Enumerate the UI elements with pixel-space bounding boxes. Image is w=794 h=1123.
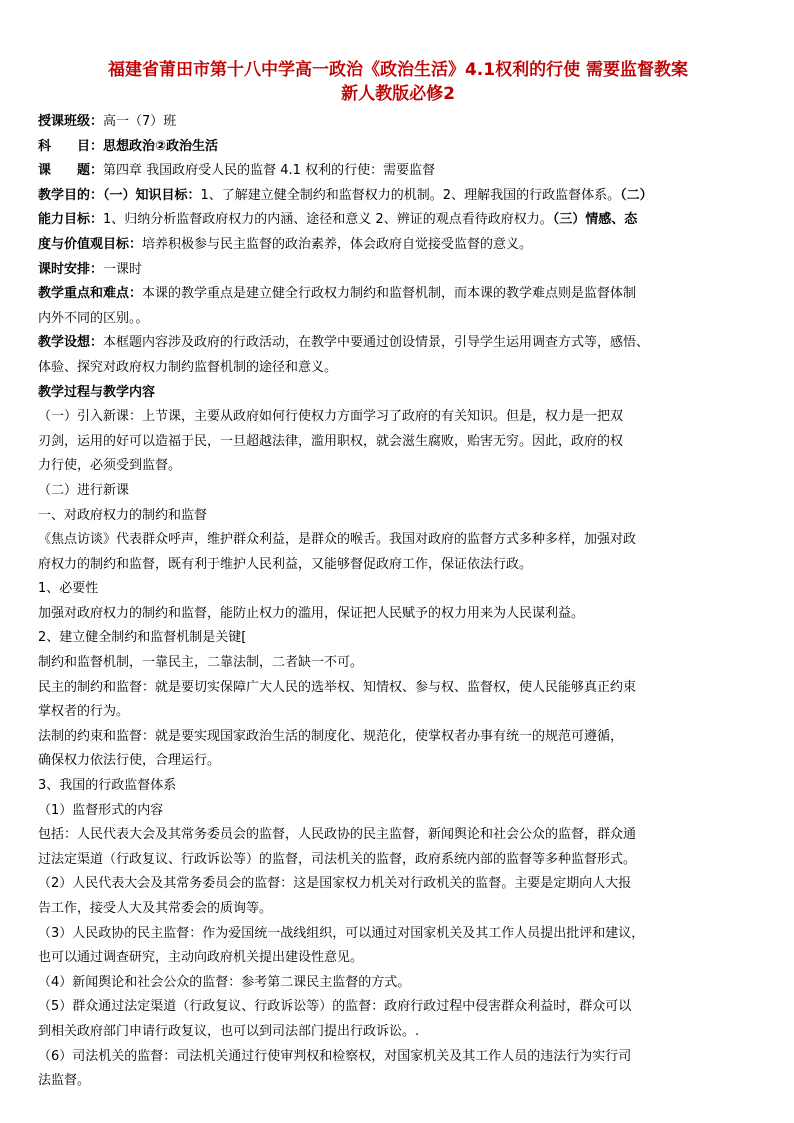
- goals-line1: [38, 184, 758, 209]
- body-line: 确保权力依法行使，合理运行。: [38, 753, 221, 769]
- topic-line: [38, 159, 758, 184]
- class-line: [38, 110, 758, 135]
- body-line: （一）引入新课：上节课，主要从政府如何行使权力方面学习了政府的有关知识。但是，权力是一把双: [38, 409, 624, 425]
- design-label: 教学设想：: [38, 335, 104, 351]
- knowledge-goal-label: （一）知识目标：: [103, 187, 201, 203]
- body-line: 力行使，必须受到监督。: [38, 458, 182, 474]
- focus-line2: 内外不同的区别。。: [38, 310, 149, 326]
- subject-value: 思想政治②政治生活: [103, 138, 219, 154]
- focus-text-1: 本课的教学重点是建立健全行政权力制约和监督机制，而本课的教学难点则是监督体制: [142, 286, 637, 302]
- emotion-goal-text: 培养积极参与民主监督的政治素养，体会政府自觉接受监督的意义。: [142, 236, 533, 252]
- ability-goal-label-part2: 能力目标：: [38, 212, 104, 228]
- body-line: （6）司法机关的监督：司法机关通过行使审判权和检察权，对国家机关及其工作人员的违法行为实行司: [38, 1048, 632, 1064]
- body-line: 也可以通过调查研究，主动向政府机关提出建设性意见。: [38, 950, 364, 966]
- focus-line1: [38, 282, 758, 307]
- body-line: 制约和监督机制，一靠民主，二靠法制，二者缺一不可。: [38, 655, 364, 671]
- body-line: 到相关政府部门申请行政复议，也可以到司法部门提出行政诉讼。.: [38, 1023, 420, 1039]
- ability-goal-label-part1: （二）: [620, 187, 653, 203]
- goals-line3: [38, 233, 758, 258]
- subject-line: [38, 135, 758, 160]
- body-line: 刃剑，运用的好可以造福于民，一旦超越法律，滥用职权，就会滋生腐败，贻害无穷。因此，政府的权: [38, 433, 624, 449]
- body-line: 3、我国的行政监督体系: [38, 778, 177, 794]
- schedule-label: 课时安排：: [38, 261, 104, 277]
- topic-value: 第四章 我国政府受人民的监督 4.1 权利的行使：需要监督: [103, 163, 436, 179]
- goals-line2: [38, 208, 758, 233]
- body-line: （二）进行新课: [38, 482, 130, 498]
- emotion-goal-label-part1: （三）情感、态: [552, 212, 638, 228]
- body-line: 法制的约束和监督：就是要实现国家政治生活的制度化、规范化，使掌权者办事有统一的规范可遵循，: [38, 728, 624, 744]
- body-line: 府权力的制约和监督，既有利于维护人民利益，又能够督促政府工作，保证依法行政。: [38, 556, 533, 572]
- doc-title-line2: 新人教版必修2: [341, 84, 455, 104]
- body-line: 过法定渠道（行政复议、行政诉讼等）的监督，司法机关的监督，政府系统内部的监督等多种监督形式。: [38, 851, 637, 867]
- body-line: 包括：人民代表大会及其常务委员会的监督，人民政协的民主监督，新闻舆论和社会公众的监督，群众通: [38, 827, 637, 843]
- body-text: [38, 405, 758, 1094]
- goals-label: 教学目的：: [38, 187, 104, 203]
- schedule-line: [38, 258, 758, 283]
- class-label: 授课班级：: [38, 114, 104, 129]
- design-line1: [38, 331, 758, 356]
- body-line: 加强对政府权力的制约和监督，能防止权力的滥用，保证把人民赋予的权力用来为人民谋利益。: [38, 605, 585, 621]
- body-line: 告工作，接受人大及其常委会的质询等。: [38, 901, 273, 916]
- body-line: 1、必要性: [38, 581, 99, 597]
- design-text-1: 本框题内容涉及政府的行政活动，在教学中要通过创设情景，引导学生运用调查方式等，感悟、: [103, 335, 650, 351]
- body-line: （4）新闻舆论和社会公众的监督：参考第二课民主监督的方式。: [38, 974, 411, 990]
- design-line2: 体验、探究对政府权力制约监督机制的途径和意义。: [38, 359, 338, 375]
- body-line: （5）群众通过法定渠道（行政复议、行政诉讼等）的监督：政府行政过程中侵害群众利益时，群众可以: [38, 999, 632, 1015]
- ability-goal-text: 1、归纳分析监督政府权力的内涵、途径和意义 2、辨证的观点看待政府权力。: [103, 212, 553, 228]
- emotion-goal-label-part2: 度与价值观目标：: [38, 236, 143, 252]
- focus-label: 教学重点和难点：: [38, 286, 143, 302]
- topic-label: 课 题：: [38, 163, 104, 179]
- document-page: [38, 58, 758, 1094]
- body-line: 2、建立健全制约和监督机制是关键[: [38, 630, 247, 646]
- body-line: 《焦点访谈》代表群众呼声，维护群众利益，是群众的喉舌。我国对政府的监督方式多种多样，加强对政: [38, 532, 637, 548]
- body-line: 法监督。: [38, 1073, 91, 1089]
- schedule-text: 一课时: [103, 261, 143, 277]
- body-line: 掌权者的行为。: [38, 704, 130, 720]
- process-heading: 教学过程与教学内容: [38, 384, 156, 400]
- body-line: （3）人民政协的民主监督：作为爱国统一战线组织，可以通过对国家机关及其工作人员提出批评和建议，: [38, 925, 645, 941]
- body-line: 民主的制约和监督：就是要切实保障广大人民的选举权、知情权、参与权、监督权，使人民能够真正约束: [38, 679, 637, 695]
- body-line: 一、对政府权力的制约和监督: [38, 507, 208, 523]
- body-line: （1）监督形式的内容: [38, 802, 164, 818]
- class-value: 高一（7）班: [103, 114, 177, 129]
- doc-title-line1: 福建省莆田市第十八中学高一政治《政治生活》4.1权利的行使 需要监督教案: [107, 60, 689, 80]
- subject-label: 科 目：: [38, 138, 104, 154]
- body-line: （2）人民代表大会及其常务委员会的监督：这是国家权力机关对行政机关的监督。主要是定期向人大报: [38, 876, 632, 892]
- knowledge-goal-text: 1、了解建立健全制约和监督权力的机制。2、理解我国的行政监督体系。: [200, 187, 621, 203]
